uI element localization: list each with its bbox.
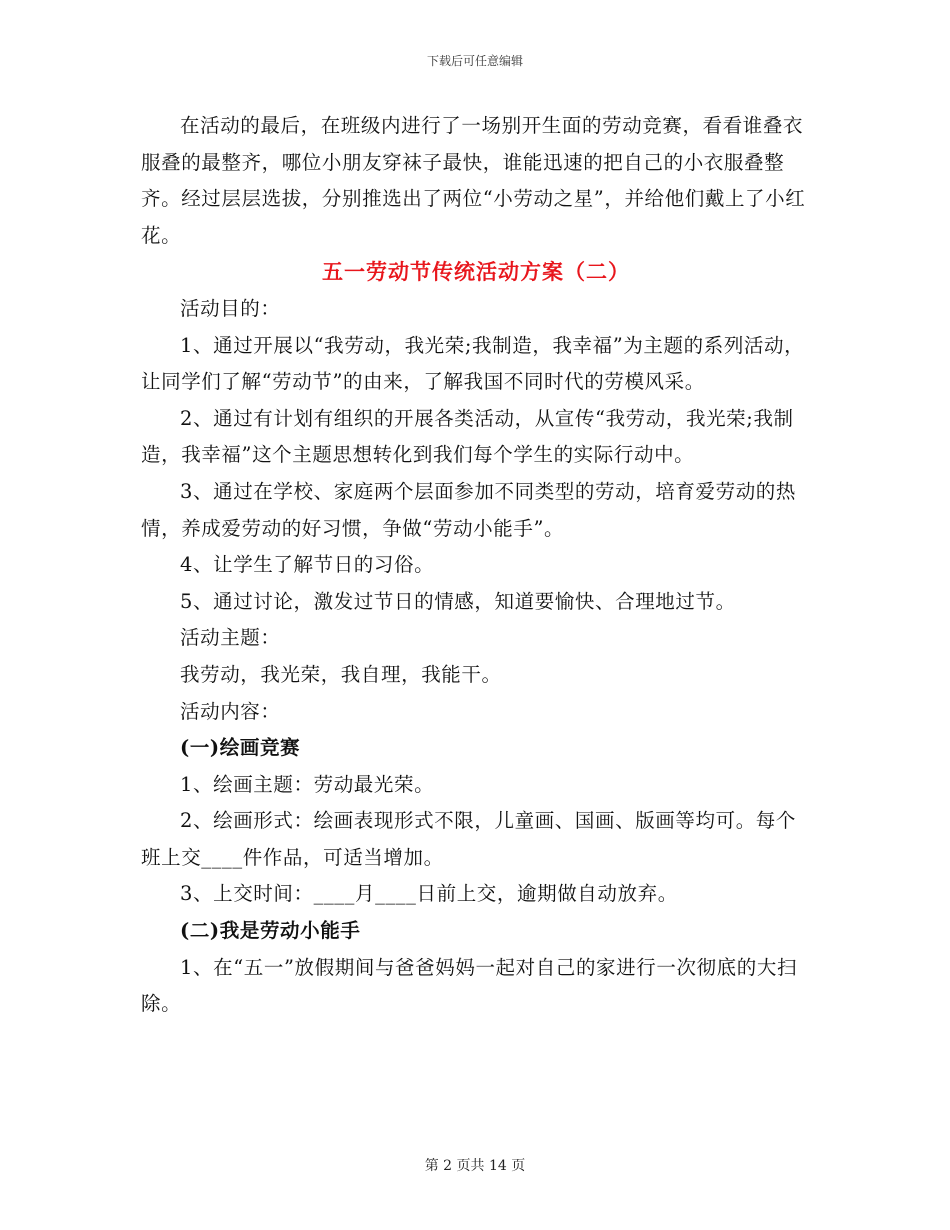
activity-theme-text: 我劳动，我光荣，我自理，我能干。 <box>180 662 502 686</box>
section-title: 五一劳动节传统活动方案（二） <box>322 259 630 285</box>
drawing-item-2: 2、绘画形式：绘画表现形式不限，儿童画、国画、版画等均可。每个班上交____件作品，可适当增加。 <box>141 809 797 869</box>
heading-activity-goal: 活动目的： <box>180 296 281 320</box>
heading-activity-content: 活动内容： <box>180 699 281 723</box>
page-header-note: 下载后可任意编辑 <box>426 54 523 68</box>
heading-activity-theme: 活动主题： <box>180 626 281 650</box>
page-footer: 第 2 页共 14 页 <box>424 1158 526 1174</box>
subheading-labor-expert: (二)我是劳动小能手 <box>180 919 361 943</box>
goal-item-4: 4、让学生了解节日的习俗。 <box>180 553 435 577</box>
drawing-item-3: 3、上交时间：____月____日前上交，逾期做自动放弃。 <box>180 882 678 906</box>
document-body <box>141 108 811 1023</box>
drawing-item-1: 1、绘画主题：劳动最光荣。 <box>180 772 435 796</box>
goal-item-3: 3、通过在学校、家庭两个层面参加不同类型的劳动，培育爱劳动的热情，养成爱劳动的好习惯，争做“劳动小能手”。 <box>141 479 797 540</box>
paragraph-closing-activity: 在活动的最后，在班级内进行了一场别开生面的劳动竞赛，看看谁叠衣服叠的最整齐，哪位小朋友穿袜子最快，谁能迅速的把自己的小衣服叠整齐。经过层层选拔，分别推选出了两位“小劳动之星”，并给他们戴上了小红花。 <box>141 114 806 247</box>
goal-item-1: 1、通过开展以“我劳动，我光荣;我制造，我幸福”为主题的系列活动，让同学们了解“劳动节”的由来，了解我国不同时代的劳模风采。 <box>141 333 805 394</box>
goal-item-5: 5、通过讨论，激发过节日的情感，知道要愉快、合理地过节。 <box>180 589 736 613</box>
goal-item-2: 2、通过有计划有组织的开展各类活动，从宣传“我劳动，我光荣;我制造，我幸福”这个主题思想转化到我们每个学生的实际行动中。 <box>141 406 794 467</box>
labor-item-1: 1、在“五一”放假期间与爸爸妈妈一起对自己的家进行一次彻底的大扫除。 <box>141 955 798 1016</box>
subheading-drawing-contest: (一)绘画竞赛 <box>180 736 301 760</box>
